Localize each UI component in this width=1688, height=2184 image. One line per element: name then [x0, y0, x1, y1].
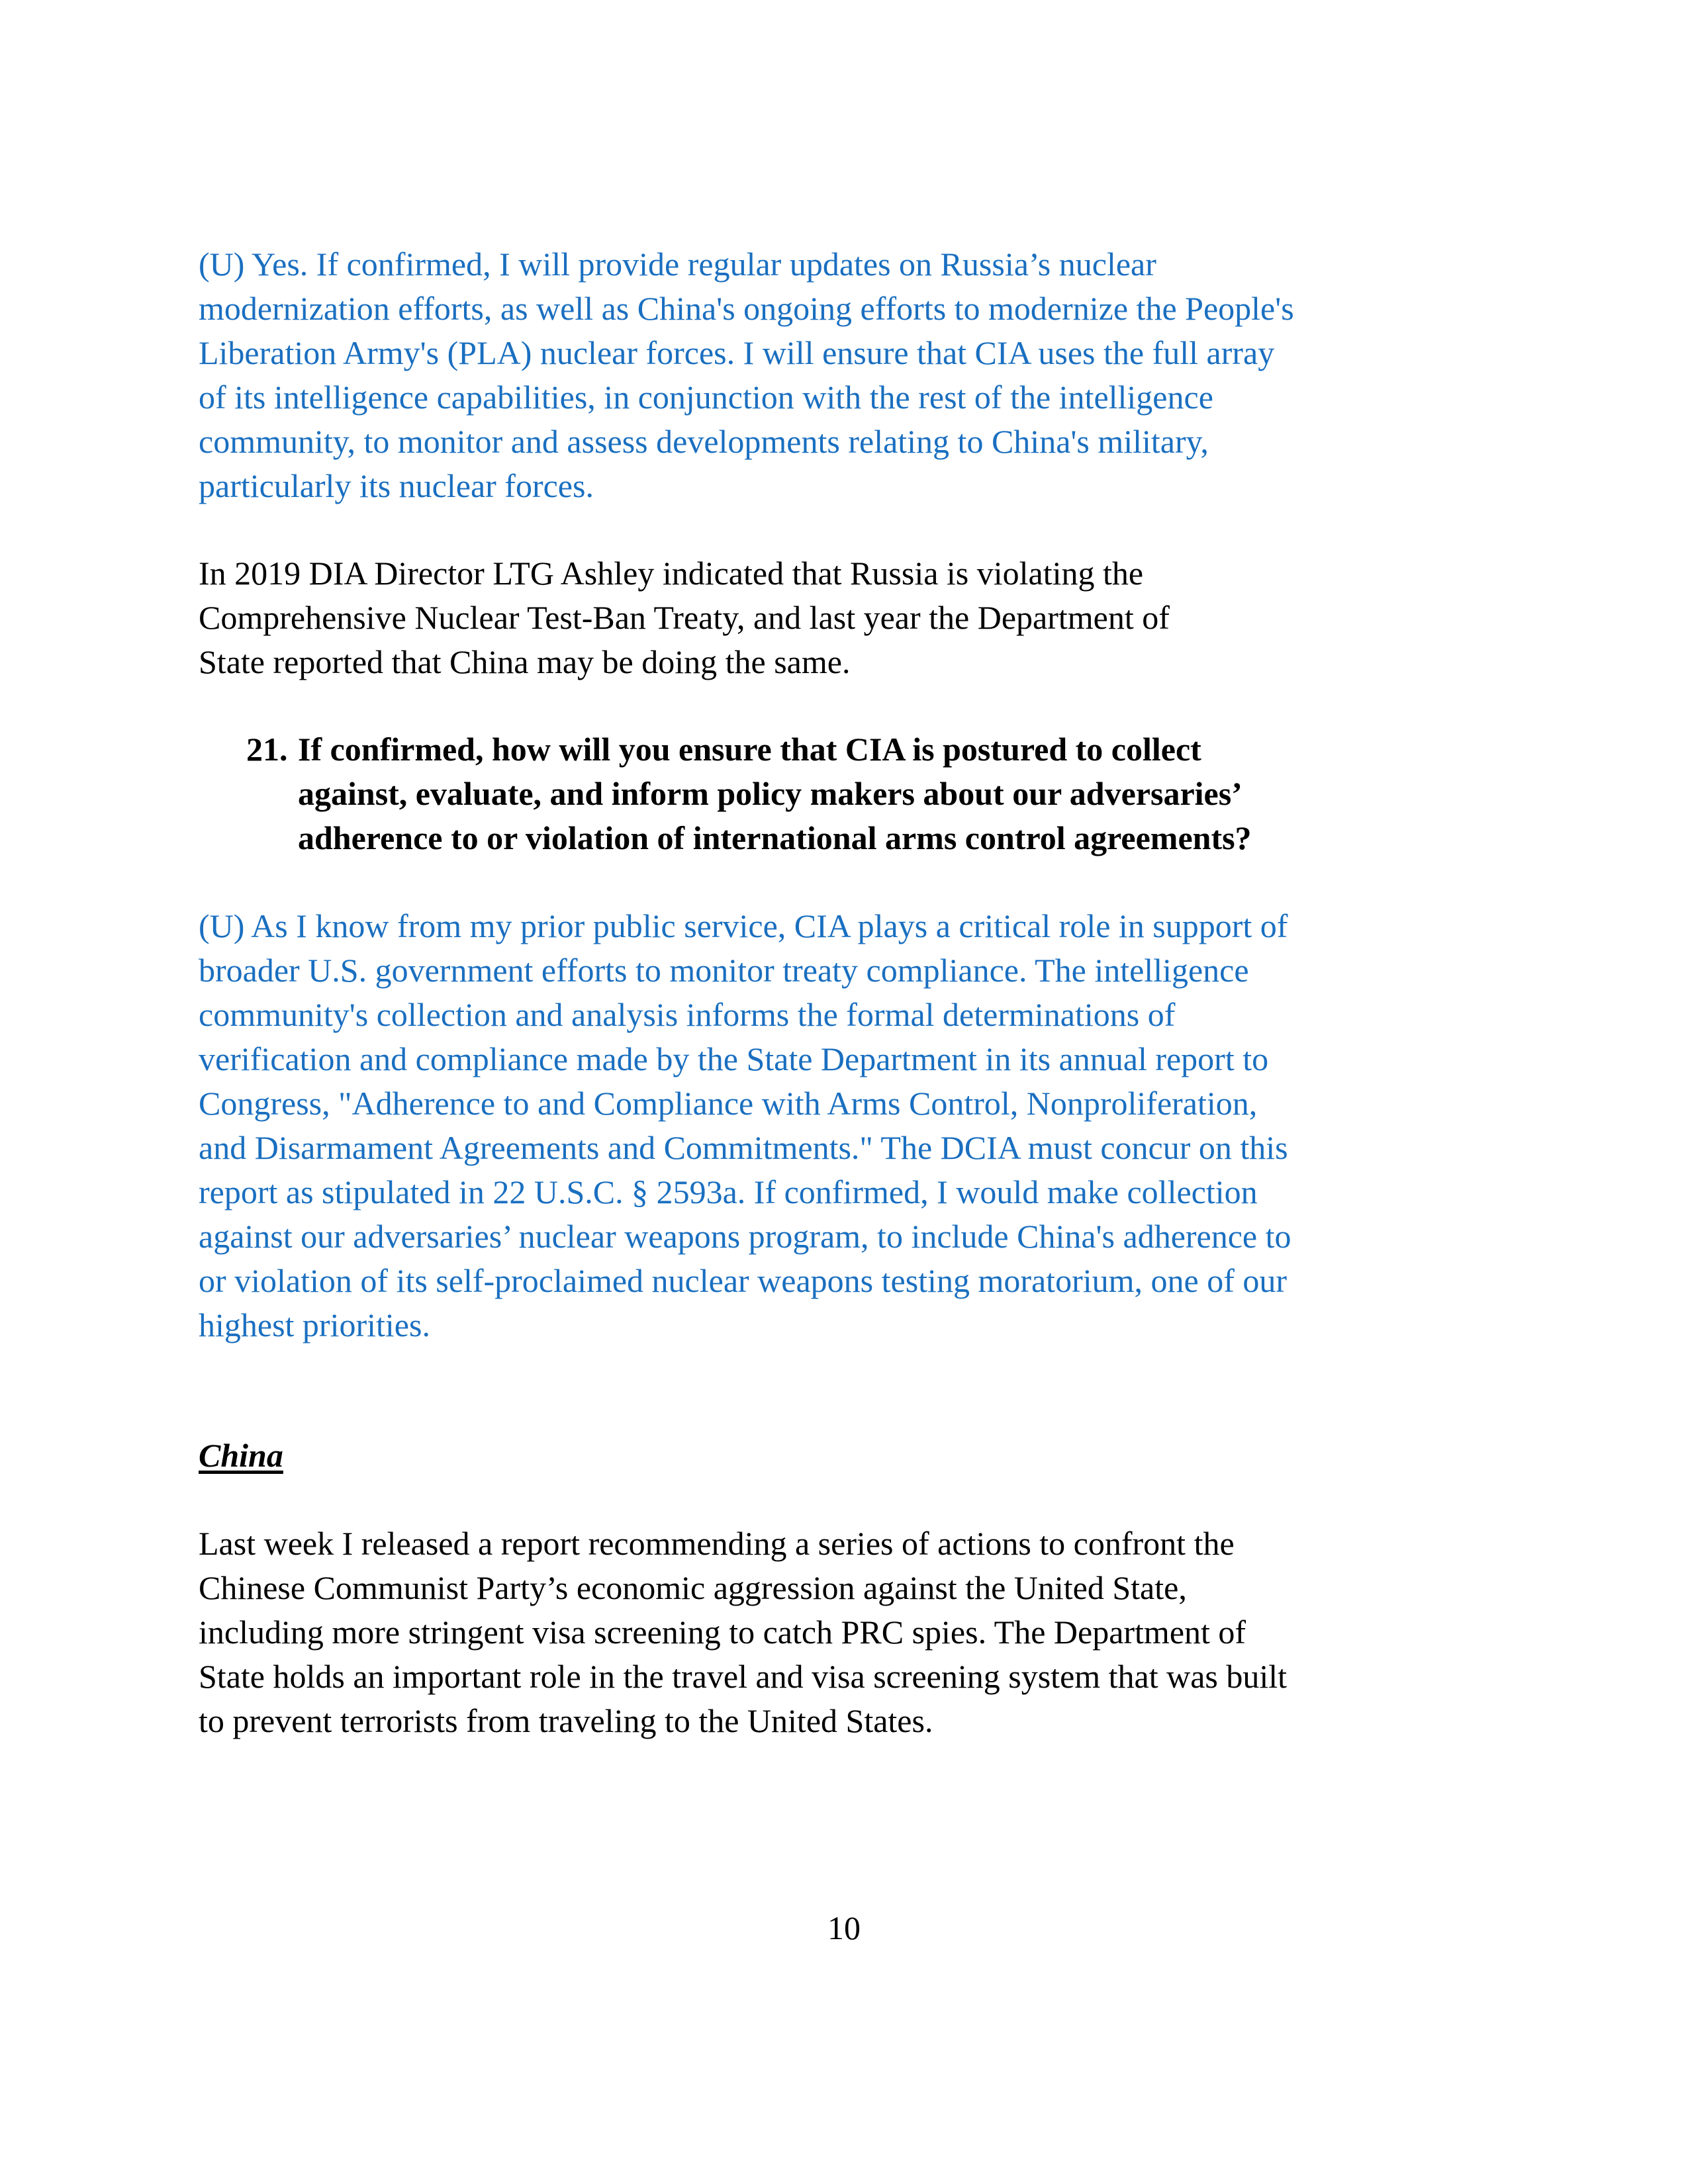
answer-21-line: community's collection and analysis informs the formal determinations of	[199, 996, 1176, 1033]
answer-21-line: Congress, "Adherence to and Compliance with Arms Control, Nonproliferation,	[199, 1085, 1258, 1122]
paragraph-1-line: In 2019 DIA Director LTG Ashley indicated that Russia is violating the	[199, 555, 1144, 592]
answer-1-line: Liberation Army's (PLA) nuclear forces. I will ensure that CIA uses the full array	[199, 334, 1275, 371]
china-paragraph-line: State holds an important role in the travel and visa screening system that was built	[199, 1658, 1288, 1695]
china-paragraph-line: to prevent terrorists from traveling to the United States.	[199, 1702, 933, 1739]
china-paragraph-line: including more stringent visa screening to catch PRC spies. The Department of	[199, 1614, 1246, 1651]
question-21-number: 21.	[246, 731, 288, 768]
answer-21-line: (U) As I know from my prior public service, CIA plays a critical role in support of	[199, 907, 1288, 944]
answer-1-line: of its intelligence capabilities, in conjunction with the rest of the intelligence	[199, 379, 1213, 416]
answer-1-line: particularly its nuclear forces.	[199, 467, 594, 504]
answer-21-line: broader U.S. government efforts to monitor treaty compliance. The intelligence	[199, 952, 1249, 989]
paragraph-1-line: Comprehensive Nuclear Test-Ban Treaty, and last year the Department of	[199, 599, 1170, 636]
answer-21-line: report as stipulated in 22 U.S.C. § 2593a. If confirmed, I would make collection	[199, 1173, 1258, 1210]
answer-1-line: modernization efforts, as well as China's ongoing efforts to modernize the People's	[199, 290, 1294, 327]
answer-1-line: community, to monitor and assess developments relating to China's military,	[199, 423, 1209, 460]
question-21-line: If confirmed, how will you ensure that CIA is postured to collect	[298, 731, 1201, 768]
answer-21-line: or violation of its self-proclaimed nuclear weapons testing moratorium, one of our	[199, 1262, 1287, 1299]
answer-21-line: and Disarmament Agreements and Commitments." The DCIA must concur on this	[199, 1129, 1288, 1166]
paragraph-1-line: State reported that China may be doing the same.	[199, 643, 851, 680]
answer-21-line: highest priorities.	[199, 1306, 430, 1343]
page-number: 10	[827, 1909, 861, 1946]
question-21-line: against, evaluate, and inform policy makers about our adversaries’	[298, 775, 1243, 812]
answer-21-line: against our adversaries’ nuclear weapons program, to include China's adherence to	[199, 1218, 1291, 1255]
china-paragraph-line: Last week I released a report recommending a series of actions to confront the	[199, 1525, 1235, 1562]
china-paragraph-line: Chinese Communist Party’s economic aggression against the United State,	[199, 1569, 1187, 1606]
question-21-line: adherence to or violation of international arms control agreements?	[298, 819, 1252, 856]
section-heading-china: China	[199, 1437, 283, 1474]
answer-21-line: verification and compliance made by the State Department in its annual report to	[199, 1040, 1269, 1077]
answer-1-line: (U) Yes. If confirmed, I will provide regular updates on Russia’s nuclear	[199, 246, 1156, 283]
